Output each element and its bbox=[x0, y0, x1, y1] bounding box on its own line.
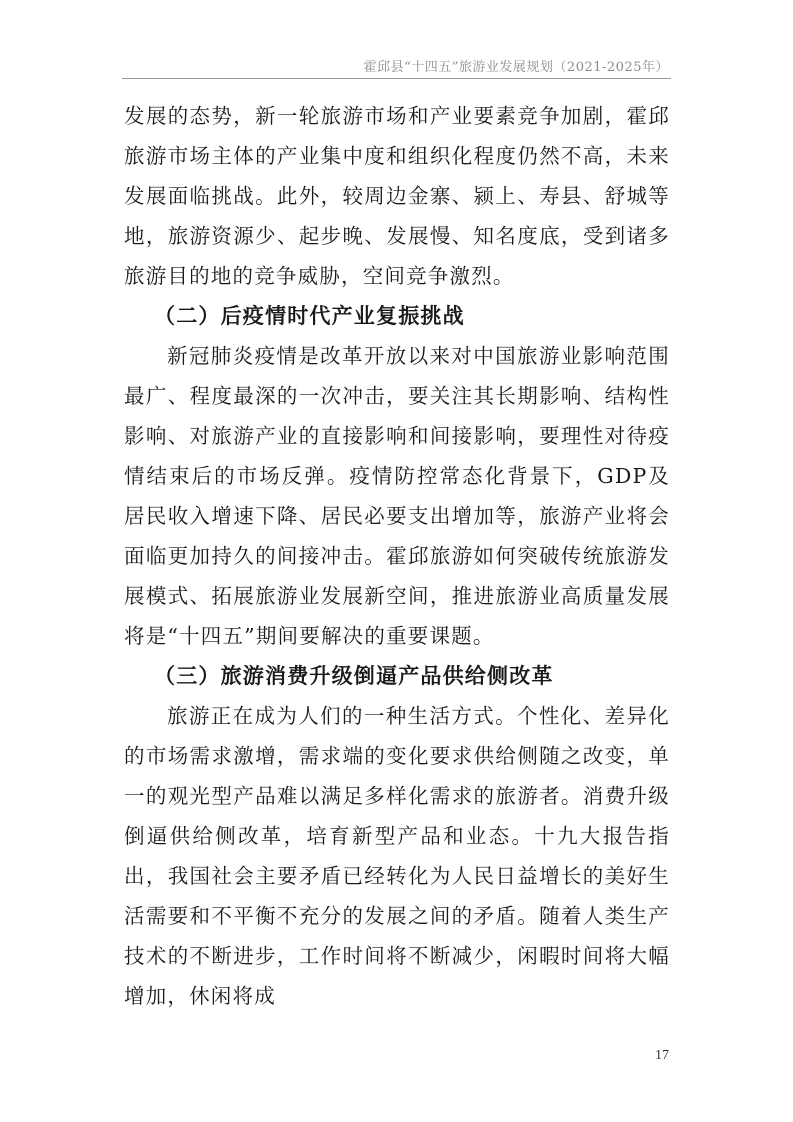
document-body bbox=[124, 96, 670, 1016]
paragraph-pandemic-challenge: 新冠肺炎疫情是改革开放以来对中国旅游业影响范围最广、程度最深的一次冲击，要关注其长期影响、结构性影响、对旅游产业的直接影响和间接影响，要理性对待疫情结束后的市场反弹。疫情防控常态化背景下，GDP及居民收入增速下降、居民必要支出增加等，旅游产业将会面临更加持久的间接冲击。霍邱旅游如何突破传统旅游发展模式、拓展旅游业发展新空间，推进旅游业高质量发展将是“十四五”期间要解决的重要课题。 bbox=[124, 344, 670, 648]
paragraph-consumption-upgrade: 旅游正在成为人们的一种生活方式。个性化、差异化的市场需求激增，需求端的变化要求供给侧随之改变，单一的观光型产品难以满足多样化需求的旅游者。消费升级倒逼供给侧改革，培育新型产品和业态。十九大报告指出，我国社会主要矛盾已经转化为人民日益增长的美好生活需要和不平衡不充分的发展之间的矛盾。随着人类生产技术的不断进步，工作时间将不断减少，闲暇时间将大幅增加，休闲将成 bbox=[124, 704, 670, 1008]
section-heading-2: （二）后疫情时代产业复振挑战 bbox=[154, 304, 465, 328]
header-divider bbox=[122, 78, 671, 79]
section-heading-3: （三）旅游消费升级倒逼产品供给侧改革 bbox=[154, 664, 554, 688]
running-header: 霍邱县“十四五”旅游业发展规划（2021-2025年） bbox=[363, 60, 669, 75]
paragraph-continuation: 发展的态势，新一轮旅游市场和产业要素竞争加剧，霍邱旅游市场主体的产业集中度和组织化程度仍然不高，未来发展面临挑战。此外，较周边金寨、颍上、寿县、舒城等地，旅游资源少、起步晚、发展慢、知名度底，受到诸多旅游目的地的竞争威胁，空间竞争激烈。 bbox=[124, 104, 670, 288]
page-number: 17 bbox=[655, 1048, 669, 1063]
